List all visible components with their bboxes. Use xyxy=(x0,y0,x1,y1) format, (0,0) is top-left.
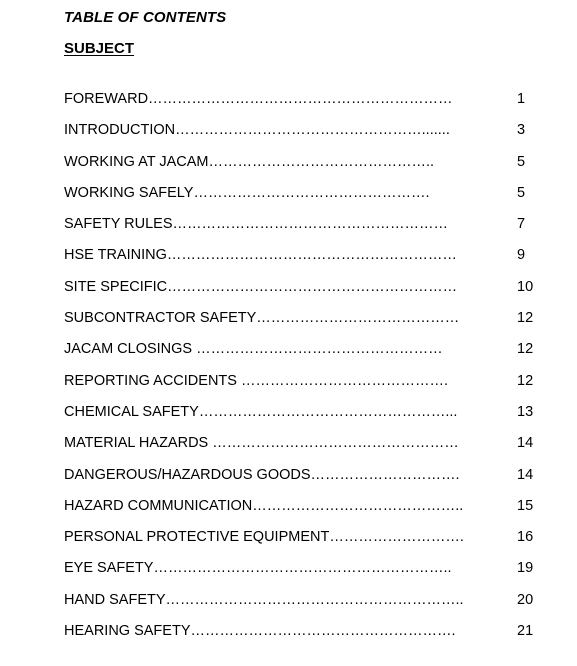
subject-heading: SUBJECT xyxy=(64,40,135,57)
toc-entry-title: EYE SAFETY…………………………………………………….. xyxy=(64,560,452,577)
toc-heading: TABLE OF CONTENTS xyxy=(64,9,227,26)
toc-entry-title: WORKING SAFELY…………………………………………. xyxy=(64,184,430,201)
toc-entry-title: MATERIAL HAZARDS …………………………………………… xyxy=(64,435,459,452)
toc-entry-title: JACAM CLOSINGS …………………………………………… xyxy=(64,341,443,358)
toc-entry-page-number: 12 xyxy=(517,341,534,358)
toc-entry-page-number: 16 xyxy=(517,529,534,546)
toc-entry-page-number: 19 xyxy=(517,560,534,577)
toc-entry-title: FOREWARD……………………………………………………… xyxy=(64,91,453,107)
toc-entry xyxy=(64,465,534,496)
toc-entry-page-number: 10 xyxy=(517,278,534,295)
toc-entry xyxy=(64,277,534,308)
toc-entry-page-number: 15 xyxy=(517,497,534,514)
toc-entry-title: HAND SAFETY…………………………………………………….. xyxy=(64,591,464,608)
toc-list xyxy=(64,89,534,652)
toc-entry xyxy=(64,308,534,339)
toc-entry xyxy=(64,433,534,464)
toc-entry-title: HEARING SAFETY………………………………………………. xyxy=(64,623,456,640)
toc-entry xyxy=(64,183,534,214)
toc-entry xyxy=(64,402,534,433)
toc-entry xyxy=(64,214,534,245)
toc-entry xyxy=(64,371,534,402)
toc-entry xyxy=(64,339,534,370)
toc-entry-page-number: 13 xyxy=(517,403,534,420)
toc-entry-title: SUBCONTRACTOR SAFETY…………………………………… xyxy=(64,310,460,327)
toc-entry xyxy=(64,621,534,652)
toc-entry-page-number: 12 xyxy=(517,372,534,389)
toc-entry-title: SITE SPECIFIC…………………………………………………… xyxy=(64,278,458,295)
toc-entry-page-number: 7 xyxy=(517,216,526,233)
toc-entry xyxy=(64,120,534,151)
toc-entry-title: HAZARD COMMUNICATION…………………………………….. xyxy=(64,497,464,514)
toc-entry-page-number: 21 xyxy=(517,623,534,640)
toc-entry-title: DANGEROUS/HAZARDOUS GOODS…………………………. xyxy=(64,466,460,483)
toc-entry-title: SAFETY RULES………………………………………………… xyxy=(64,216,449,233)
toc-entry xyxy=(64,89,534,120)
toc-entry-title: INTRODUCTION……………………………………………....... xyxy=(64,122,450,139)
toc-entry-page-number: 5 xyxy=(517,153,526,170)
toc-entry-title: PERSONAL PROTECTIVE EQUIPMENT………………………. xyxy=(64,529,464,546)
toc-entry-page-number: 14 xyxy=(517,435,534,452)
toc-entry xyxy=(64,496,534,527)
toc-entry-page-number: 12 xyxy=(517,310,534,327)
toc-entry xyxy=(64,590,534,621)
toc-entry-title: REPORTING ACCIDENTS ……………………………………. xyxy=(64,372,449,389)
toc-entry-page-number: 9 xyxy=(517,247,526,264)
toc-entry xyxy=(64,527,534,558)
toc-entry-page-number: 1 xyxy=(517,91,526,107)
toc-entry xyxy=(64,558,534,589)
toc-entry-title: CHEMICAL SAFETY……………………………………………... xyxy=(64,403,458,420)
toc-entry-page-number: 20 xyxy=(517,591,534,608)
toc-entry xyxy=(64,152,534,183)
toc-entry-page-number: 5 xyxy=(517,184,526,201)
toc-entry-page-number: 3 xyxy=(517,122,526,139)
toc-entry-page-number: 14 xyxy=(517,466,534,483)
toc-entry-title: HSE TRAINING…………………………………………………… xyxy=(64,247,457,264)
toc-entry-title: WORKING AT JACAM……………………………………….. xyxy=(64,153,435,170)
toc-entry xyxy=(64,245,534,276)
